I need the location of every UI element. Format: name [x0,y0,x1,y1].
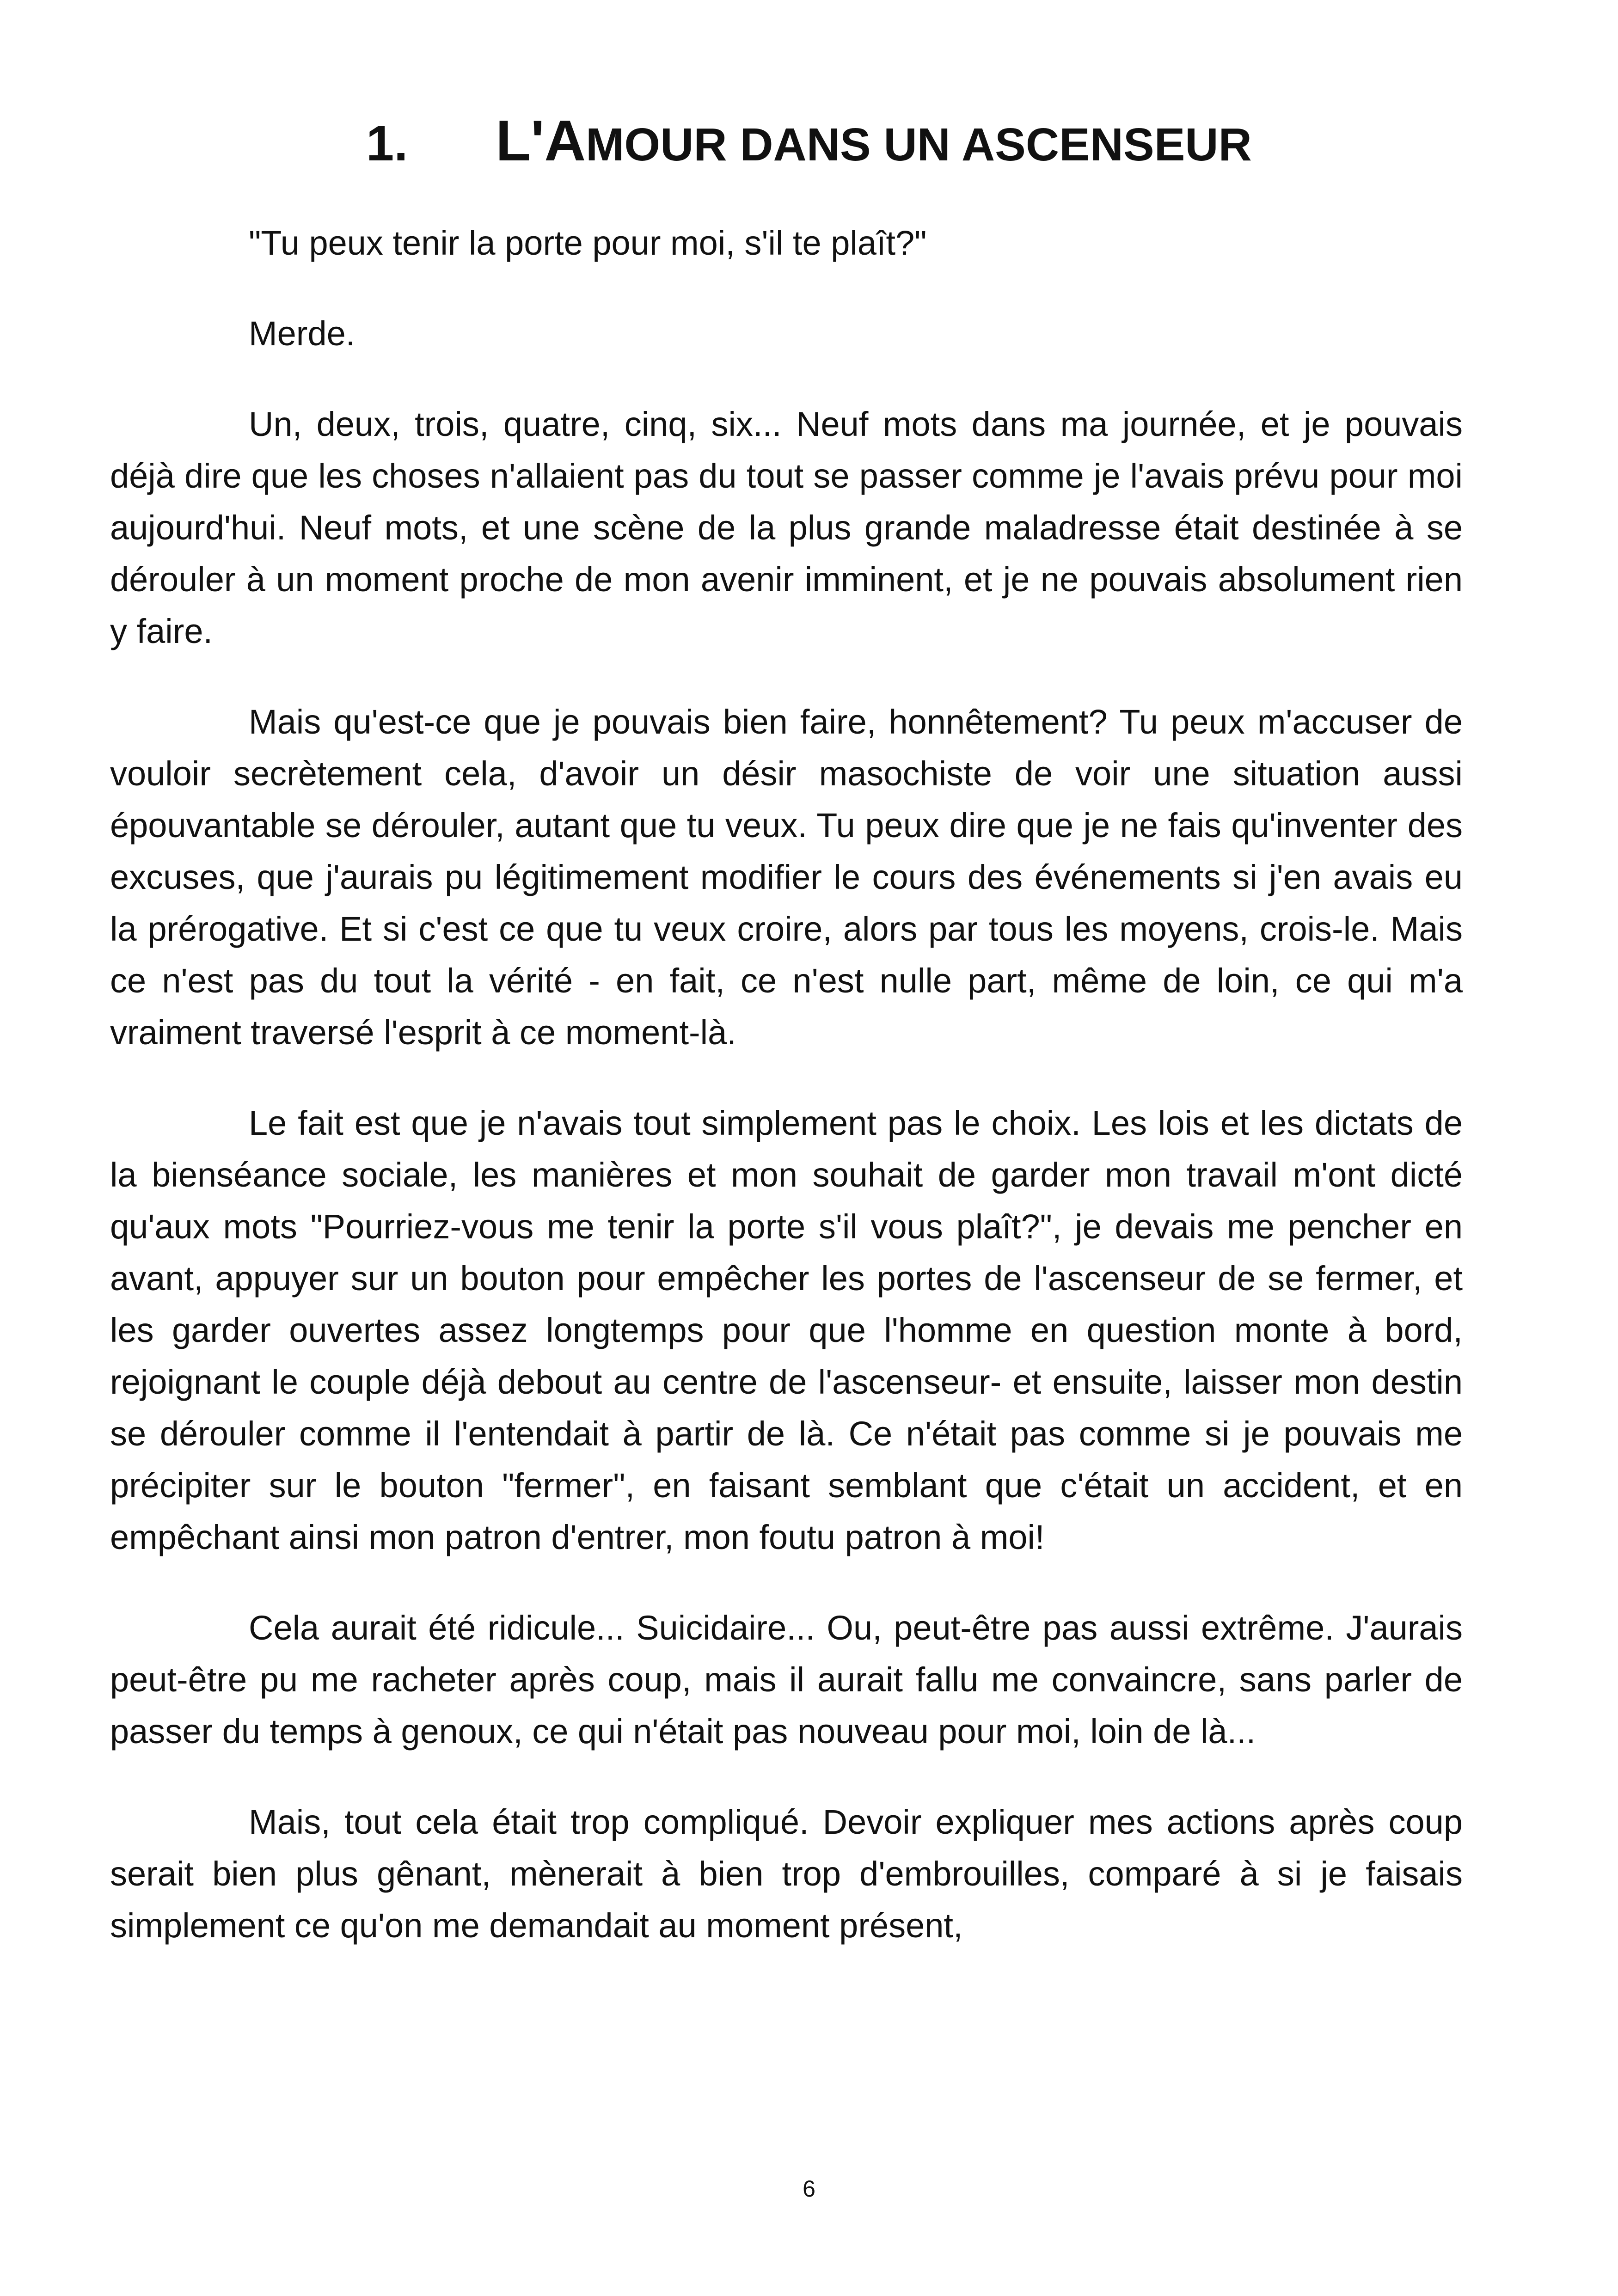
chapter-title [0,109,1618,177]
chapter-title-initial: L'A [496,109,586,173]
body-text [110,217,1463,1952]
paragraph: Mais, tout cela était trop compliqué. Devoir expliquer mes actions après coup serait bien plus gênant, mènerait à bien trop d'embrouilles, comparé à si je faisais simplement ce qu'on me demandait au moment présent, [110,1803,1463,1945]
page-number: 6 [803,2176,815,2202]
paragraph: Cela aurait été ridicule... Suicidaire... Ou, peut-être pas aussi extrême. J'aurais peut-être pu me racheter après coup, mais il aurait fallu me convaincre, sans parler de passer du temps à genoux, ce qui n'était pas nouveau pour moi, loin de là... [110,1609,1463,1751]
paragraph: Le fait est que je n'avais tout simplement pas le choix. Les lois et les dictats de la bienséance sociale, les manières et mon souhait de garder mon travail m'ont dicté qu'aux mots "Pourriez-vous me tenir la porte s'il vous plaît?", je devais me pencher en avant, appuyer sur un bouton pour empêcher les portes de l'ascenseur de se fermer, et les garder ouvertes assez longtemps pour que l'homme en question monte à bord, rejoignant le couple déjà debout au centre de l'ascenseur- et ensuite, laisser mon destin se dérouler comme il l'entendait à partir de là. Ce n'était pas comme si je pouvais me précipiter sur le bouton "fermer", en faisant semblant que c'était un accident, et en empêchant ainsi mon patron d'entrer, mon foutu patron à moi! [110,1104,1463,1556]
paragraph-merde: Merde. [249,314,355,353]
chapter-title-rest: MOUR DANS UN ASCENSEUR [586,119,1252,171]
chapter-number: 1. [366,115,408,171]
paragraph-dialogue: "Tu peux tenir la porte pour moi, s'il te plaît?" [249,224,927,262]
paragraph: Mais qu'est-ce que je pouvais bien faire, honnêtement? Tu peux m'accuser de vouloir secrètement cela, d'avoir un désir masochiste de voir une situation aussi épouvantable se dérouler, autant que tu veux. Tu peux dire que je ne fais qu'inventer des excuses, que j'aurais pu légitimement modifier le cours des événements si j'en avais eu la prérogative. Et si c'est ce que tu veux croire, alors par tous les moyens, crois-le. Mais ce n'est pas du tout la vérité - en fait, ce n'est nulle part, même de loin, ce qui m'a vraiment traversé l'esprit à ce moment-là. [110,703,1463,1052]
paragraph: Un, deux, trois, quatre, cinq, six... Neuf mots dans ma journée, et je pouvais déjà dire que les choses n'allaient pas du tout se passer comme je l'avais prévu pour moi aujourd'hui. Neuf mots, et une scène de la plus grande maladresse était destinée à se dérouler à un moment proche de mon avenir imminent, et je ne pouvais absolument rien y faire. [110,405,1463,650]
